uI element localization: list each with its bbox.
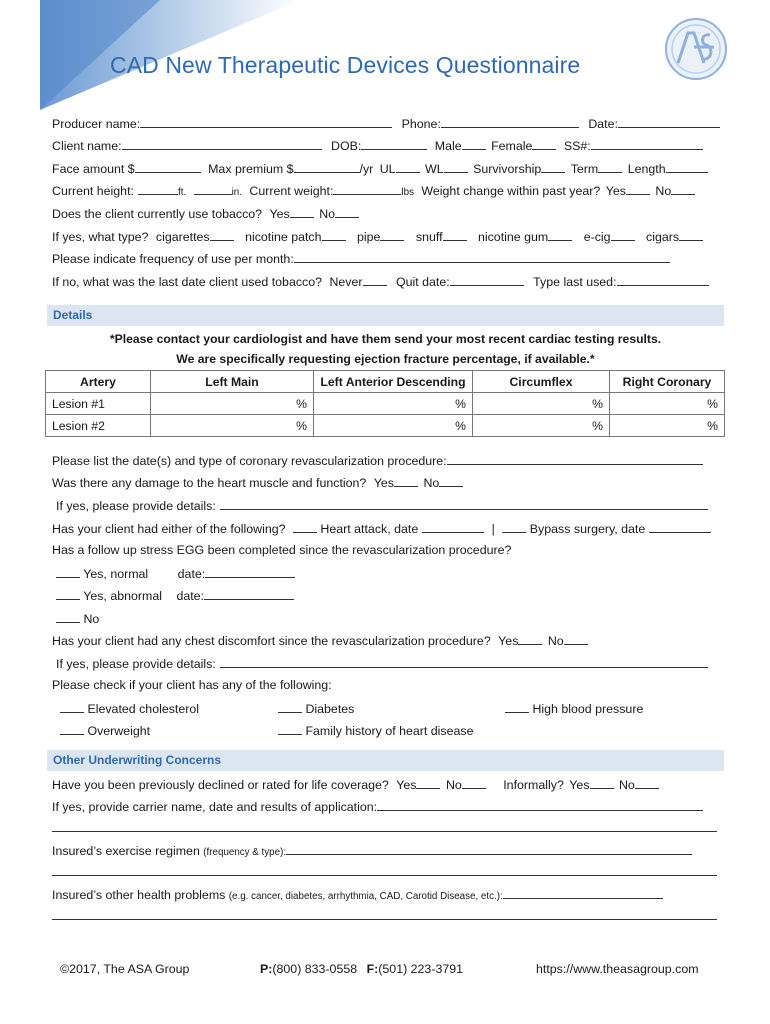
lbs-label: lbs	[401, 187, 414, 198]
no-label: No	[83, 612, 100, 626]
bypass-date-field[interactable]	[649, 521, 711, 533]
overweight-item	[60, 723, 150, 738]
either-question: Has your client had either of the following?	[52, 522, 286, 536]
last-date-row	[52, 274, 709, 289]
type-last-used-field[interactable]	[617, 274, 709, 286]
date-label: Date:	[588, 117, 618, 131]
revasc-question: Please list the date(s) and type of coronary revascularization procedure:	[52, 454, 447, 468]
informally-yes-label: Yes	[569, 778, 590, 792]
no-check[interactable]	[56, 611, 80, 623]
frequency-field[interactable]	[294, 251, 670, 263]
face-amount-field[interactable]	[135, 161, 201, 173]
check-row	[52, 678, 332, 692]
ul-field[interactable]	[396, 161, 420, 173]
nicotine-patch-field[interactable]	[322, 229, 346, 241]
exercise-field-line-2[interactable]	[52, 875, 717, 876]
declined-yes-label: Yes	[396, 778, 417, 792]
in-label: in.	[231, 187, 242, 198]
heart-attack-check[interactable]	[293, 521, 317, 533]
health-hint: (e.g. cancer, diabetes, arrhythmia, CAD, Carotid Disease, etc.):	[228, 891, 503, 902]
female-field[interactable]	[532, 138, 556, 150]
carrier-row	[52, 799, 703, 814]
no-row	[56, 611, 99, 626]
ft-label: ft.	[177, 187, 187, 198]
snuff-label: snuff	[415, 230, 443, 244]
stress-question: Has a follow up stress EGG been completed since the revascularization procedure?	[52, 543, 512, 557]
yes-abnormal-date-label: date:	[176, 589, 204, 603]
lesion2-circumflex-cell[interactable]: %	[473, 415, 610, 437]
cigars-field[interactable]	[679, 229, 703, 241]
date-field[interactable]	[618, 116, 720, 128]
lesion-label: Lesion #2	[46, 415, 151, 437]
damage-no-label: No	[423, 476, 440, 490]
yes-normal-row	[56, 566, 295, 581]
health-question: Insured’s other health problems	[52, 888, 226, 902]
elevated-chol-label: Elevated cholesterol	[87, 702, 200, 716]
frequency-row	[52, 251, 670, 266]
damage-yes-field[interactable]	[394, 475, 418, 487]
type-last-used-label: Type last used:	[533, 275, 617, 289]
table-row	[46, 393, 725, 415]
bypass-check[interactable]	[502, 521, 526, 533]
declined-question: Have you been previously declined or rated for life coverage?	[52, 778, 389, 792]
family-history-check[interactable]	[278, 723, 302, 735]
check-question: Please check if your client has any of the following:	[52, 678, 332, 692]
informally-yes-field[interactable]	[590, 777, 614, 789]
weight-field[interactable]	[333, 183, 401, 195]
diabetes-item	[278, 701, 354, 716]
carrier-field[interactable]	[377, 799, 703, 811]
informally-no-label: No	[618, 778, 635, 792]
revasc-row	[52, 453, 703, 468]
female-label: Female	[491, 139, 533, 153]
chest-no-field[interactable]	[564, 633, 588, 645]
artery-table	[45, 370, 725, 437]
male-field[interactable]	[462, 138, 486, 150]
wl-label: WL	[425, 162, 444, 176]
never-field[interactable]	[363, 274, 387, 286]
lesion-label: Lesion #1	[46, 393, 151, 415]
bypass-label: Bypass surgery, date	[529, 522, 646, 536]
table-header-left-main: Left Main	[151, 371, 314, 393]
damage-details-field[interactable]	[220, 498, 708, 510]
face-amount-row	[52, 161, 708, 176]
carrier-question: If yes, provide carrier name, date and results of application:	[52, 800, 378, 814]
term-label: Term	[570, 162, 599, 176]
details-heading: Details	[53, 308, 93, 322]
nicotine-gum-label: nicotine gum	[477, 230, 549, 244]
stress-row	[52, 543, 511, 557]
height-ft-field[interactable]	[138, 183, 178, 195]
table-header-lad: Left Anterior Descending	[314, 371, 473, 393]
asa-logo-icon	[664, 17, 728, 81]
tobacco-yes-field[interactable]	[290, 206, 314, 218]
footer-fax-label: F:	[366, 962, 379, 976]
elevated-chol-check[interactable]	[60, 701, 84, 713]
current-height-label: Current height:	[52, 184, 134, 198]
producer-name-field[interactable]	[140, 116, 392, 128]
damage-row	[52, 475, 463, 490]
other-heading: Other Underwriting Concerns	[53, 753, 222, 767]
informally-no-field[interactable]	[635, 777, 659, 789]
ss-label: SS#:	[563, 139, 591, 153]
tobacco-no-field[interactable]	[335, 206, 359, 218]
cigarettes-field[interactable]	[210, 229, 234, 241]
yes-normal-date-field[interactable]	[205, 566, 295, 578]
tobacco-yes-label: Yes	[269, 207, 290, 221]
chest-details-label: If yes, please provide details:	[56, 657, 216, 671]
chest-yes-field[interactable]	[518, 633, 542, 645]
chest-question: Has your client had any chest discomfort since the revascularization procedure?	[52, 634, 491, 648]
diabetes-label: Diabetes	[305, 702, 355, 716]
page-title: CAD New Therapeutic Devices Questionnaire	[110, 52, 581, 78]
phone-label: Phone:	[401, 117, 441, 131]
tobacco-row	[52, 206, 359, 221]
health-row	[52, 887, 663, 902]
client-name-label: Client name:	[52, 139, 122, 153]
current-weight-label: Current weight:	[249, 184, 334, 198]
table-header-row	[46, 371, 725, 393]
hbp-item	[505, 701, 643, 716]
height-in-field[interactable]	[194, 183, 232, 195]
damage-no-field[interactable]	[439, 475, 463, 487]
yes-normal-date-label: date:	[177, 567, 206, 581]
yes-normal-check[interactable]	[56, 566, 80, 578]
declined-yes-field[interactable]	[416, 777, 440, 789]
health-field[interactable]	[503, 887, 663, 899]
wl-field[interactable]	[444, 161, 468, 173]
chest-no-label: No	[547, 634, 564, 648]
lesion1-lad-cell[interactable]: %	[314, 393, 473, 415]
heart-attack-date-field[interactable]	[422, 521, 484, 533]
yes-abnormal-label: Yes, abnormal	[83, 589, 162, 603]
footer-phone: (800) 833-0558	[272, 962, 358, 976]
pipe-label: pipe	[356, 230, 381, 244]
tobacco-question: Does the client currently use tobacco?	[52, 207, 263, 221]
producer-row	[52, 116, 720, 131]
table-header-right-coronary: Right Coronary	[610, 371, 725, 393]
snuff-field[interactable]	[443, 229, 467, 241]
lesion2-left-main-cell[interactable]: %	[151, 415, 314, 437]
health-field-line-2[interactable]	[52, 919, 717, 920]
table-row	[46, 415, 725, 437]
quit-date-field[interactable]	[450, 274, 524, 286]
survivorship-label: Survivorship	[473, 162, 542, 176]
survivorship-field[interactable]	[541, 161, 565, 173]
informally-label: Informally?	[503, 778, 564, 792]
last-date-question: If no, what was the last date client used tobacco?	[52, 275, 323, 289]
client-row	[52, 138, 703, 153]
weight-change-yes-field[interactable]	[626, 183, 650, 195]
chest-details-field[interactable]	[220, 656, 708, 668]
declined-no-field[interactable]	[462, 777, 486, 789]
weight-change-no-label: No	[655, 184, 672, 198]
table-header-circumflex: Circumflex	[473, 371, 610, 393]
hbp-check[interactable]	[505, 701, 529, 713]
footer-phone-label: P:	[260, 962, 273, 976]
lesion1-circumflex-cell[interactable]: %	[473, 393, 610, 415]
per-year-label: /yr	[359, 162, 374, 176]
separator: |	[491, 522, 495, 536]
length-label: Length	[627, 162, 666, 176]
declined-row	[52, 777, 659, 792]
heart-attack-label: Heart attack, date	[320, 522, 419, 536]
length-field[interactable]	[666, 161, 708, 173]
footer-copyright: ©2017, The ASA Group	[60, 962, 190, 976]
tobacco-type-row	[52, 229, 703, 244]
tobacco-type-question: If yes, what type?	[52, 230, 149, 244]
other-section-header	[47, 750, 724, 771]
declined-no-label: No	[445, 778, 462, 792]
lesion2-right-coronary-cell[interactable]: %	[610, 415, 725, 437]
damage-yes-label: Yes	[373, 476, 394, 490]
ss-field[interactable]	[591, 138, 703, 150]
phone-field[interactable]	[441, 116, 579, 128]
dob-label: DOB:	[331, 139, 362, 153]
never-label: Never	[329, 275, 363, 289]
ul-label: UL	[379, 162, 396, 176]
footer-website-link[interactable]: https://www.theasagroup.com	[536, 962, 699, 976]
overweight-check[interactable]	[60, 723, 84, 735]
producer-name-label: Producer name:	[52, 117, 141, 131]
exercise-question: Insured’s exercise regimen	[52, 844, 200, 858]
family-history-item	[278, 723, 473, 738]
elevated-chol-item	[60, 701, 199, 716]
dob-field[interactable]	[361, 138, 427, 150]
height-row	[52, 183, 695, 198]
chest-yes-label: Yes	[498, 634, 519, 648]
details-note-1: *Please contact your cardiologist and have them send your most recent cardiac testing results.	[109, 332, 662, 346]
yes-normal-label: Yes, normal	[83, 567, 149, 581]
diabetes-check[interactable]	[278, 701, 302, 713]
damage-details-label: If yes, please provide details:	[56, 499, 216, 513]
nicotine-gum-field[interactable]	[548, 229, 572, 241]
nicotine-patch-label: nicotine patch	[245, 230, 322, 244]
male-label: Male	[434, 139, 462, 153]
details-section-header	[47, 305, 724, 326]
footer-contact	[260, 962, 463, 976]
pipe-field[interactable]	[380, 229, 404, 241]
family-history-label: Family history of heart disease	[305, 724, 474, 738]
table-header-artery: Artery	[46, 371, 151, 393]
chest-details-row	[56, 656, 708, 671]
ecig-label: e-cig	[583, 230, 611, 244]
lesion2-lad-cell[interactable]: %	[314, 415, 473, 437]
weight-change-yes-label: Yes	[605, 184, 626, 198]
details-note-2: We are specifically requesting ejection fracture percentage, if available.*	[176, 352, 595, 366]
overweight-label: Overweight	[87, 724, 151, 738]
cigars-label: cigars	[646, 230, 680, 244]
exercise-field[interactable]	[286, 843, 692, 855]
weight-change-no-field[interactable]	[671, 183, 695, 195]
footer-fax: (501) 223-3791	[378, 962, 464, 976]
either-row	[52, 521, 711, 536]
yes-abnormal-date-field[interactable]	[204, 588, 294, 600]
quit-date-label: Quit date:	[395, 275, 450, 289]
max-premium-label: Max premium $	[208, 162, 294, 176]
damage-question: Was there any damage to the heart muscle and function?	[52, 476, 367, 490]
max-premium-field[interactable]	[294, 161, 360, 173]
lesion1-right-coronary-cell[interactable]: %	[610, 393, 725, 415]
frequency-question: Please indicate frequency of use per month:	[52, 252, 294, 266]
lesion1-left-main-cell[interactable]: %	[151, 393, 314, 415]
face-amount-label: Face amount $	[52, 162, 135, 176]
term-field[interactable]	[598, 161, 622, 173]
weight-change-label: Weight change within past year?	[421, 184, 601, 198]
client-name-field[interactable]	[122, 138, 322, 150]
ecig-field[interactable]	[611, 229, 635, 241]
revasc-field[interactable]	[447, 453, 703, 465]
exercise-hint: (frequency & type):	[203, 847, 287, 858]
carrier-field-line-2[interactable]	[52, 831, 717, 832]
tobacco-no-label: No	[319, 207, 336, 221]
yes-abnormal-check[interactable]	[56, 588, 80, 600]
hbp-label: High blood pressure	[532, 702, 644, 716]
chest-row	[52, 633, 588, 648]
damage-details-row	[56, 498, 708, 513]
yes-abnormal-row	[56, 588, 294, 603]
exercise-row	[52, 843, 692, 858]
cigarettes-label: cigarettes	[155, 230, 210, 244]
